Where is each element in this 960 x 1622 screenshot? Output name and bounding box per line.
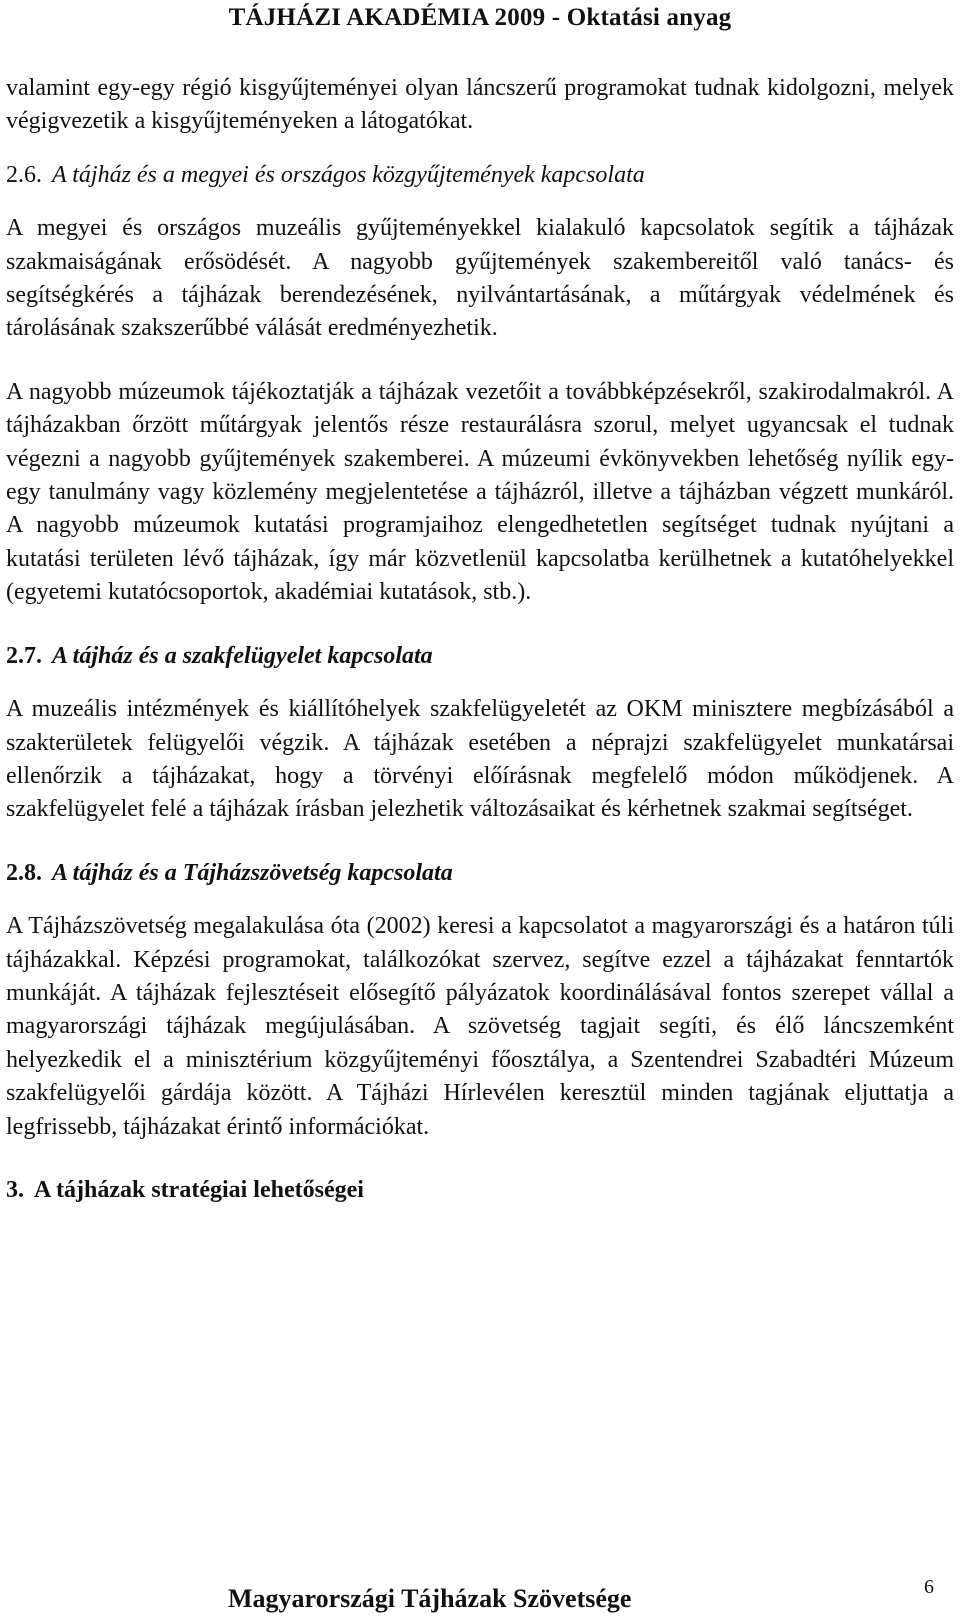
section-title: A tájház és a szakfelügyelet kapcsolata	[52, 642, 433, 669]
section-number: 2.8.	[6, 859, 42, 886]
section-heading-2-8	[6, 857, 954, 890]
page-number: 6	[924, 1576, 934, 1598]
intro-paragraph: valamint egy-egy régió kisgyűjteményei olyan láncszerű programokat tudnak kidolgozni, melyek végigvezetik a kisgyűjteményeken a látogatókat.	[6, 75, 954, 135]
section-number: 2.7.	[6, 642, 42, 669]
document-body	[6, 72, 954, 1207]
section-title: A tájház és a Tájházszövetség kapcsolata	[52, 859, 453, 886]
page-header-title: TÁJHÁZI AKADÉMIA 2009 - Oktatási anyag	[228, 4, 732, 31]
section-title: A tájház és a megyei és országos közgyűjtemények kapcsolata	[52, 161, 645, 188]
page-footer	[0, 1576, 960, 1618]
section-number: 3.	[6, 1176, 24, 1203]
section-title: A tájházak stratégiai lehetőségei	[34, 1176, 364, 1203]
section-heading-3	[6, 1174, 954, 1207]
paragraph: A nagyobb múzeumok tájékoztatják a tájházak vezetőit a továbbképzésekről, szakirodalmakról. A tájházakban őrzött műtárgyak jelentős része restaurálásra szorul, melyet ugyancsak el tudnak végezni a nagyobb gyűjtemények szakemberei. A múzeumi évkönyvekben lehetőség nyílik egy-egy tanulmány vagy közlemény megjelentetése a tájházról, illetve a tájházban végzett munkáról. A nagyobb múzeumok kutatási programjaihoz elengedhetetlen segítséget tudnak nyújtani a kutatási területen lévő tájházak, így már közvetlenül kapcsolatba kerülhetnek a kutatóhelyekkel (egyetemi kutatócsoportok, akadémiai kutatások, stb.).	[6, 378, 954, 606]
paragraph: A Tájházszövetség megalakulása óta (2002) keresi a kapcsolatot a magyarországi és a határon túli tájházakkal. Képzési programokat, találkozókat szervez, segítve ezzel a tájházakat fenntartók munkáját. A tájházak fejlesztéseit elősegítő pályázatok koordinálásával fontos szerepet vállal a magyarországi tájházak megújulásában. A szövetség tagjait segíti, és élő láncszemként helyezkedik el a minisztérium közgyűjteményi főosztálya, a Szentendrei Szabadtéri Múzeum szakfelügyelői gárdája között. A Tájházi Hírlevélen keresztül minden tagjának eljuttatja a legfrissebb, tájházakat érintő információkat.	[6, 913, 954, 1140]
section-heading-2-6	[6, 159, 954, 192]
paragraph: A megyei és országos muzeális gyűjteményekkel kialakuló kapcsolatok segítik a tájházak szakmaiságának erősödését. A nagyobb gyűjtemények szakembereitől való tanács- és segítségkérés a tájházak berendezésének, nyilvántartásának, a műtárgyak védelmének és tárolásának szakszerűbbé válását eredményezhetik.	[6, 215, 954, 342]
paragraph: A muzeális intézmények és kiállítóhelyek szakfelügyeletét az OKM minisztere megbízásából a szakterületek felügyelői végzik. A tájházak esetében a néprajzi szakfelügyelet munkatársai ellenőrzik a tájházakat, hogy a törvényi előírásnak megfelelő módon működjenek. A szakfelügyelet felé a tájházak írásban jelezhetik változásaikat és kérhetnek szakmai segítséget.	[6, 696, 954, 823]
footer-organization: Magyarországi Tájházak Szövetsége	[228, 1584, 632, 1613]
section-heading-2-7	[6, 640, 954, 673]
section-number: 2.6.	[6, 161, 42, 188]
